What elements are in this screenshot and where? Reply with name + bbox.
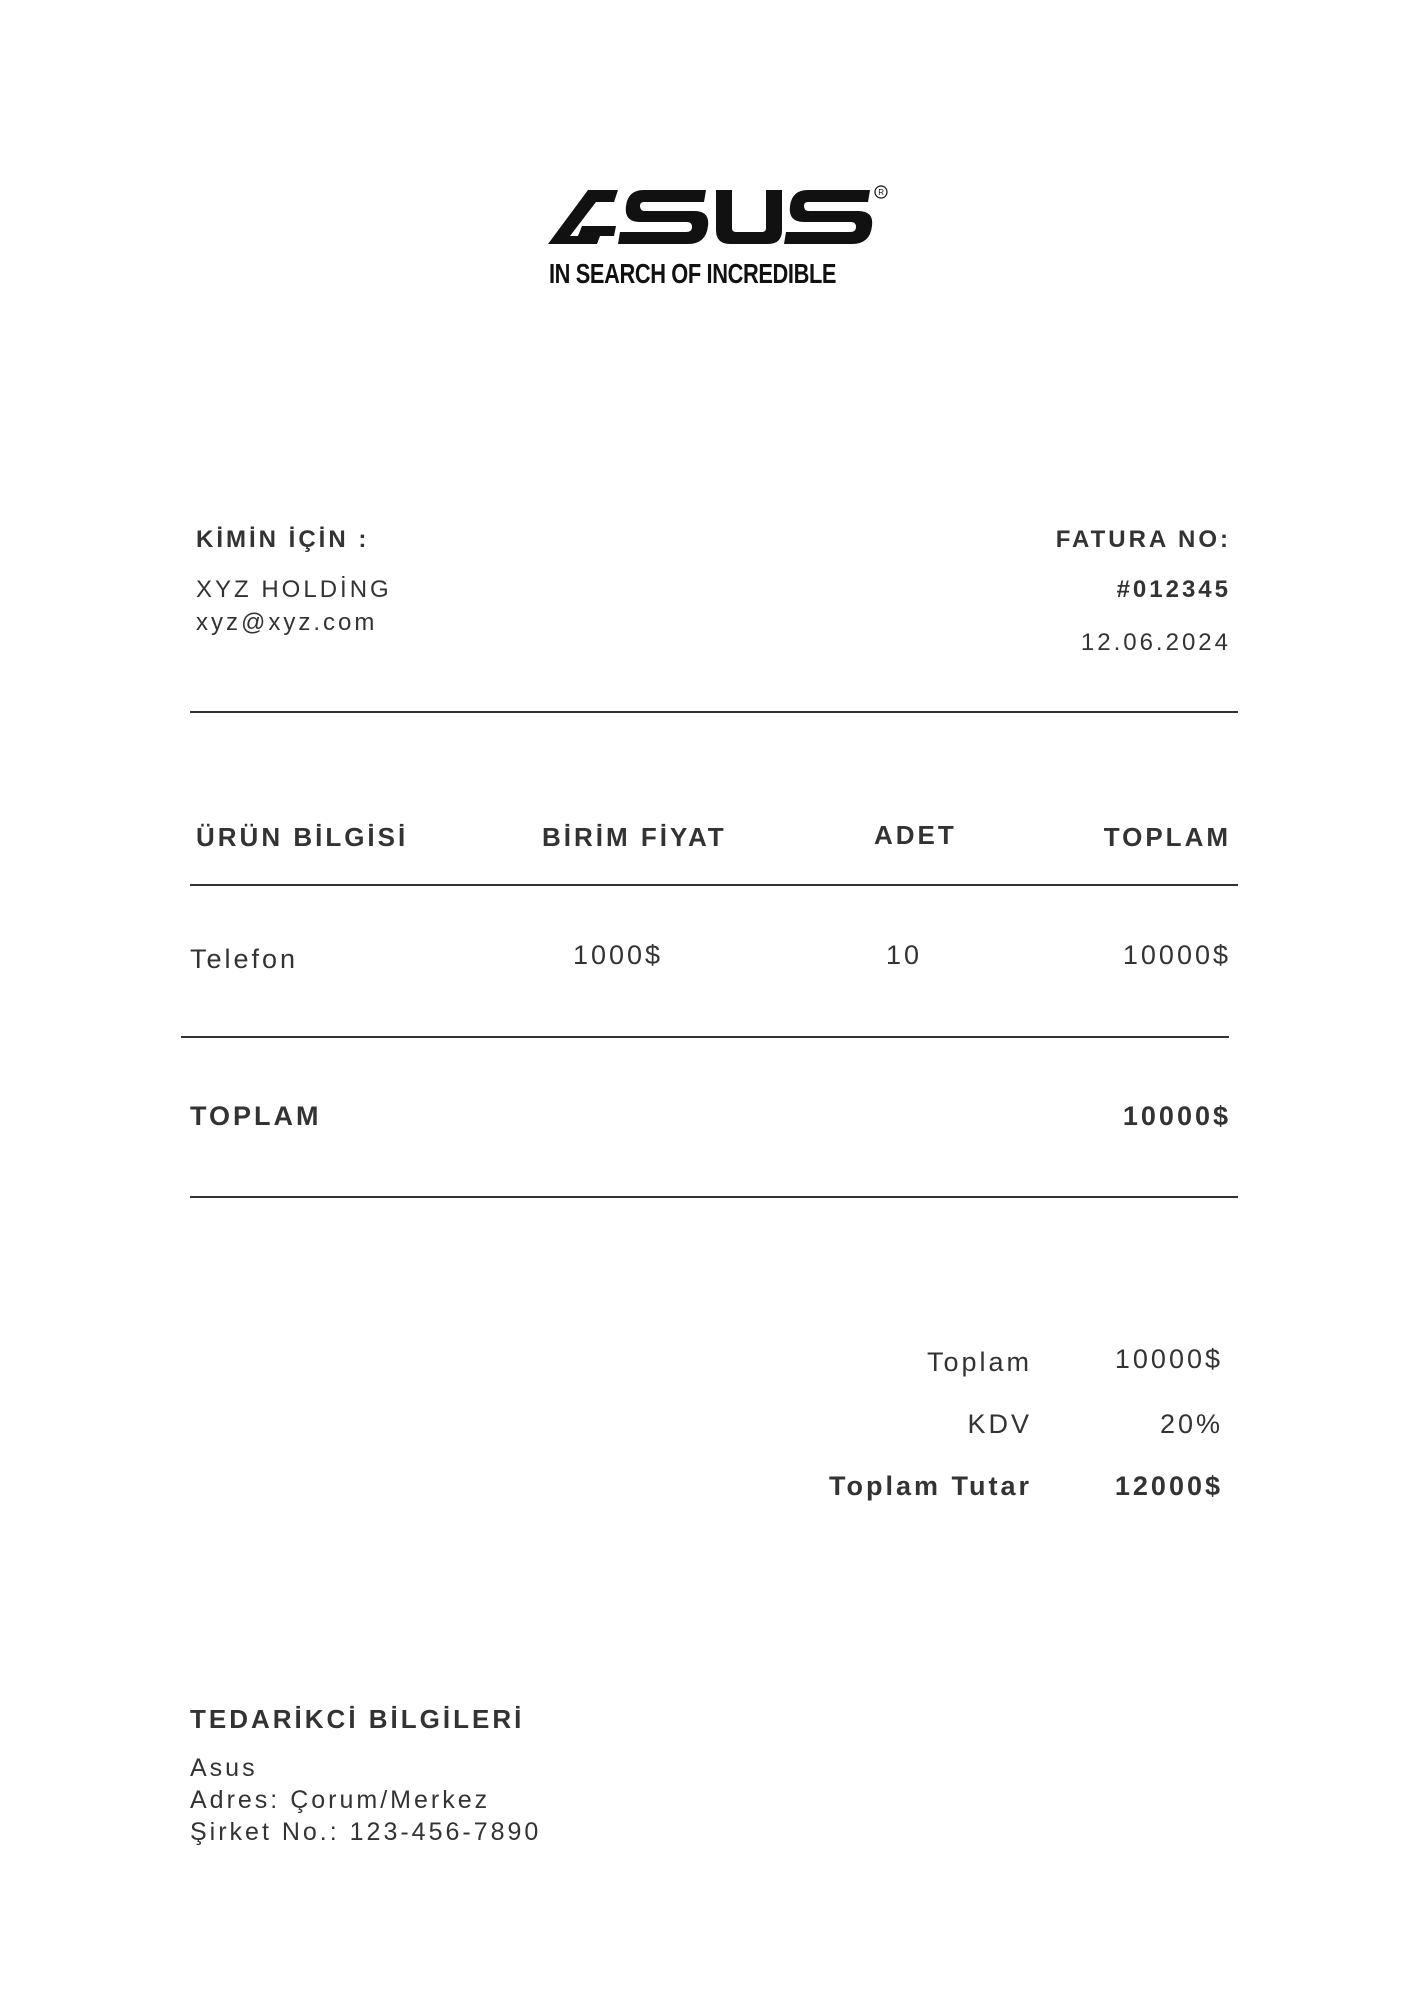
cell-quantity: 10: [885, 940, 923, 970]
customer-label: KİMİN İÇİN :: [196, 526, 370, 553]
divider: [190, 711, 1238, 713]
supplier-company-no: Şirket No.: 123-456-7890: [190, 1818, 542, 1846]
supplier-title: TEDARİKCİ BİLGİLERİ: [190, 1704, 525, 1734]
customer-email: xyz@xyz.com: [196, 609, 378, 636]
header-product: ÜRÜN BİLGİSİ: [196, 822, 409, 852]
divider: [190, 1196, 1238, 1198]
summary-subtotal-value: 10000$: [1114, 1344, 1223, 1374]
summary-grand-total-value: 12000$: [1114, 1471, 1223, 1501]
divider: [181, 1036, 1229, 1038]
invoice-date: 12.06.2024: [1080, 629, 1231, 656]
summary-grand-total-label: Toplam Tutar: [829, 1471, 1032, 1501]
cell-unit-price: 1000$: [572, 940, 664, 970]
supplier-name: Asus: [190, 1754, 258, 1782]
svg-text:R: R: [878, 188, 884, 197]
summary-tax-label: KDV: [967, 1409, 1032, 1439]
customer-name: XYZ HOLDİNG: [196, 576, 392, 603]
asus-logo-mark: [548, 184, 888, 264]
cell-total: 10000$: [1122, 940, 1231, 970]
supplier-address: Adres: Çorum/Merkez: [190, 1786, 491, 1814]
invoice-number: #012345: [1116, 576, 1231, 603]
summary-subtotal-label: Toplam: [926, 1347, 1032, 1377]
divider: [190, 884, 1238, 886]
header-unit-price: BİRİM FİYAT: [542, 822, 727, 852]
brand-tagline: IN SEARCH OF INCREDIBLE: [549, 258, 837, 289]
invoice-number-label: FATURA NO:: [1055, 526, 1231, 553]
header-total: TOPLAM: [1103, 822, 1231, 852]
table-total-value: 10000$: [1122, 1101, 1231, 1131]
summary-tax-value: 20%: [1159, 1409, 1223, 1439]
header-quantity: ADET: [874, 820, 957, 850]
table-total-label: TOPLAM: [190, 1101, 322, 1131]
cell-product: Telefon: [190, 944, 299, 974]
